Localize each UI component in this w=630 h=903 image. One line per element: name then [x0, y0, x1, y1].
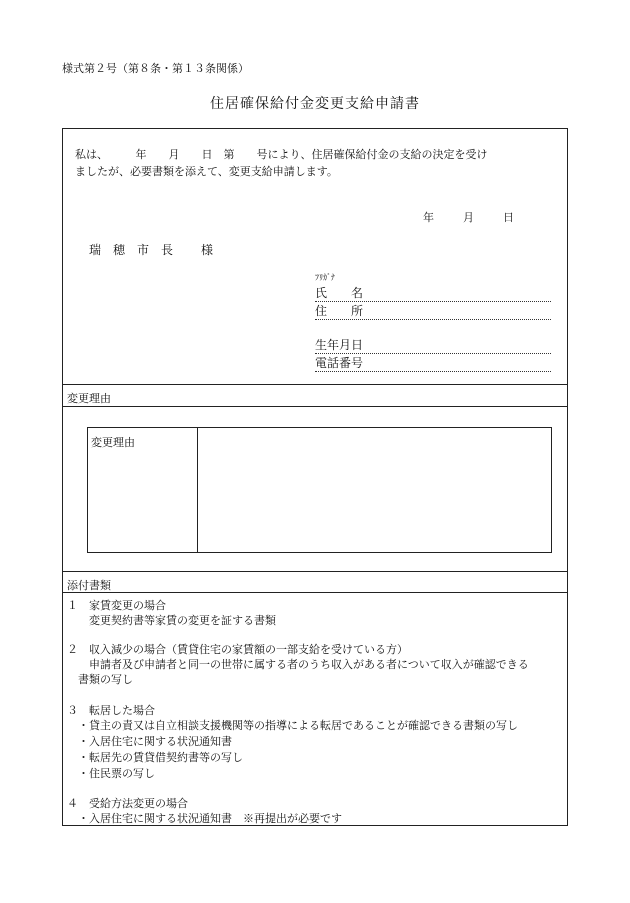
intro-text: [75, 146, 559, 180]
addressee-char: 穂: [113, 243, 126, 257]
date-year-label: 年: [423, 211, 434, 224]
addressee: [89, 241, 213, 258]
furigana-label: ﾌﾘｶﾞﾅ: [315, 273, 335, 282]
address-field[interactable]: 住 所: [315, 303, 551, 320]
addressee-char: 長: [161, 243, 174, 257]
list-item: ・転居先の賃貸借契約書等の写し: [67, 751, 243, 764]
reason-box: [87, 427, 552, 553]
date-day-label: 日: [503, 211, 514, 224]
name-field[interactable]: 氏 名: [315, 285, 551, 302]
addressee-char: 様: [201, 243, 214, 257]
divider: [63, 571, 567, 572]
reason-box-divider: [197, 428, 198, 552]
list-item: ２ 収入減少の場合（賃貸住宅の家賃額の一部支給を受けている方）: [67, 643, 408, 656]
list-item: １ 家賃変更の場合: [67, 599, 166, 612]
birthdate-field[interactable]: 生年月日: [315, 337, 551, 354]
list-item: ４ 受給方法変更の場合: [67, 797, 188, 810]
phone-field[interactable]: 電話番号: [315, 355, 551, 372]
list-item: ・入居住宅に関する状況通知書: [67, 735, 232, 748]
list-item: ・貸主の責又は自立相談支援機関等の指導による転居であることが確認できる書類の写し: [67, 719, 518, 732]
date-month-label: 月: [463, 211, 474, 224]
list-item: ・住民票の写し: [67, 767, 155, 780]
divider: [63, 592, 567, 593]
addressee-char: 瑞: [89, 243, 102, 257]
divider: [63, 384, 567, 385]
list-item: 書類の写し: [67, 673, 133, 686]
reason-box-label: 変更理由: [91, 436, 135, 449]
list-item: 申請者及び申請者と同一の世帯に属する者のうち収入がある者について収入が確認できる: [67, 658, 529, 671]
form-number: 様式第２号（第８条・第１３条関係）: [62, 62, 249, 75]
reason-section-header: 変更理由: [67, 392, 111, 405]
addressee-char: 市: [137, 243, 150, 257]
attachments-section-header: 添付書類: [67, 579, 111, 592]
list-item: ３ 転居した場合: [67, 704, 155, 717]
list-item: ・入居住宅に関する状況通知書 ※再提出が必要です: [67, 812, 342, 825]
intro-line-2: ましたが、必要書類を添えて、変更支給申請します。: [75, 165, 338, 178]
application-form-frame: [62, 128, 568, 826]
document-title: 住居確保給付金変更支給申請書: [210, 96, 420, 112]
intro-line-1: 私は、 年 月 日 第 号により、住居確保給付金の支給の決定を受け: [75, 148, 488, 161]
list-item: 変更契約書等家賃の変更を証する書類: [67, 614, 276, 627]
divider: [63, 406, 567, 407]
